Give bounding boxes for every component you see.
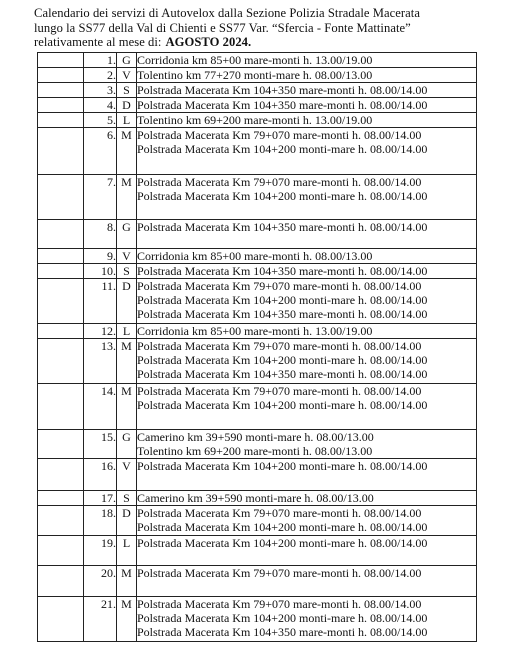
service-line: Polstrada Macerata Km 79+070 mare-monti h. 08.00/14.00 <box>137 279 422 293</box>
service-line: Polstrada Macerata Km 104+350 mare-monti h. 08.00/14.00 <box>137 98 428 112</box>
empty-cell <box>38 264 84 279</box>
empty-cell <box>38 113 84 128</box>
empty-cell <box>38 566 84 597</box>
weekday-letter: D <box>117 506 137 536</box>
weekday-letter: M <box>117 128 137 175</box>
service-line: Tolentino km 77+270 monti-mare h. 08.00/13.00 <box>137 68 373 82</box>
empty-cell <box>38 175 84 220</box>
service-line: Polstrada Macerata Km 104+200 monti-mare h. 08.00/14.00 <box>137 398 428 412</box>
service-cell <box>137 83 477 98</box>
day-number: 5. <box>84 113 117 128</box>
weekday-letter: G <box>117 53 137 68</box>
header-line-3 <box>34 35 504 50</box>
day-number: 2. <box>84 68 117 83</box>
service-cell <box>137 53 477 68</box>
day-number: 21. <box>84 597 117 642</box>
header-line-2: lungo la SS77 della Val di Chienti e SS77 Var. “Sfercia - Fonte Mattinate” <box>34 20 411 35</box>
empty-cell <box>38 68 84 83</box>
header-month-label: relativamente al mese di: <box>34 35 162 49</box>
empty-cell <box>38 279 84 324</box>
service-cell <box>137 128 477 175</box>
service-line: Camerino km 39+590 monti-mare h. 08.00/13.00 <box>137 430 374 444</box>
service-line: Camerino km 39+590 monti-mare h. 08.00/13.00 <box>137 491 374 505</box>
service-line: Corridonia km 85+00 mare-monti h. 13.00/19.00 <box>137 324 373 338</box>
day-number: 7. <box>84 175 117 220</box>
table-row <box>38 175 477 220</box>
empty-cell <box>38 98 84 113</box>
service-line: Polstrada Macerata Km 79+070 mare-monti h. 08.00/14.00 <box>137 128 422 142</box>
day-number: 20. <box>84 566 117 597</box>
table-row <box>38 98 477 113</box>
service-line: Polstrada Macerata Km 104+350 mare-monti h. 08.00/14.00 <box>137 307 428 321</box>
day-number: 4. <box>84 98 117 113</box>
day-number: 3. <box>84 83 117 98</box>
service-cell <box>137 339 477 384</box>
weekday-letter: S <box>117 83 137 98</box>
day-number: 12. <box>84 324 117 339</box>
service-line: Polstrada Macerata Km 79+070 mare-monti h. 08.00/14.00 <box>137 566 422 580</box>
service-line: Polstrada Macerata Km 104+200 monti-mare h. 08.00/14.00 <box>137 611 428 625</box>
service-line: Corridonia km 85+00 mare-monti h. 08.00/13.00 <box>137 249 373 263</box>
weekday-letter: M <box>117 597 137 642</box>
weekday-letter: V <box>117 68 137 83</box>
service-cell <box>137 597 477 642</box>
weekday-letter: D <box>117 279 137 324</box>
day-number: 10. <box>84 264 117 279</box>
service-cell <box>137 220 477 249</box>
service-line: Polstrada Macerata Km 79+070 mare-monti h. 08.00/14.00 <box>137 339 422 353</box>
service-cell <box>137 384 477 430</box>
calendar-table <box>37 52 477 642</box>
service-line: Polstrada Macerata Km 104+200 monti-mare h. 08.00/14.00 <box>137 459 428 473</box>
service-cell <box>137 566 477 597</box>
table-row <box>38 220 477 249</box>
day-number: 8. <box>84 220 117 249</box>
weekday-letter: M <box>117 339 137 384</box>
table-row <box>38 339 477 384</box>
day-number: 16. <box>84 459 117 491</box>
day-number: 18. <box>84 506 117 536</box>
empty-cell <box>38 249 84 264</box>
weekday-letter: G <box>117 220 137 249</box>
service-cell <box>137 249 477 264</box>
table-row <box>38 264 477 279</box>
empty-cell <box>38 506 84 536</box>
table-row <box>38 113 477 128</box>
weekday-letter: S <box>117 264 137 279</box>
table-row <box>38 459 477 491</box>
service-line: Polstrada Macerata Km 79+070 mare-monti h. 08.00/14.00 <box>137 597 422 611</box>
table-row <box>38 384 477 430</box>
empty-cell <box>38 128 84 175</box>
service-cell <box>137 113 477 128</box>
day-number: 1. <box>84 53 117 68</box>
service-cell <box>137 324 477 339</box>
empty-cell <box>38 220 84 249</box>
weekday-letter: M <box>117 175 137 220</box>
table-row <box>38 597 477 642</box>
table-row <box>38 68 477 83</box>
service-line: Polstrada Macerata Km 79+070 mare-monti h. 08.00/14.00 <box>137 384 422 398</box>
weekday-letter: L <box>117 113 137 128</box>
table-row <box>38 128 477 175</box>
day-number: 17. <box>84 491 117 506</box>
day-number: 15. <box>84 430 117 459</box>
service-line: Polstrada Macerata Km 104+200 monti-mare h. 08.00/14.00 <box>137 353 428 367</box>
service-line: Polstrada Macerata Km 104+350 mare-monti h. 08.00/14.00 <box>137 83 428 97</box>
service-line: Polstrada Macerata Km 104+200 monti-mare h. 08.00/14.00 <box>137 189 428 203</box>
document-header <box>34 6 504 50</box>
service-line: Corridonia km 85+00 mare-monti h. 13.00/19.00 <box>137 53 373 67</box>
service-line: Polstrada Macerata Km 104+200 monti-mare h. 08.00/14.00 <box>137 142 428 156</box>
weekday-letter: L <box>117 324 137 339</box>
table-row <box>38 249 477 264</box>
service-cell <box>137 459 477 491</box>
header-line-1: Calendario dei servizi di Autovelox dalla Sezione Polizia Stradale Macerata <box>34 6 420 20</box>
empty-cell <box>38 430 84 459</box>
empty-cell <box>38 324 84 339</box>
day-number: 11. <box>84 279 117 324</box>
empty-cell <box>38 597 84 642</box>
service-line: Polstrada Macerata Km 79+070 mare-monti h. 08.00/14.00 <box>137 175 422 189</box>
service-cell <box>137 98 477 113</box>
service-line: Polstrada Macerata Km 104+350 mare-monti h. 08.00/14.00 <box>137 367 428 381</box>
table-row <box>38 53 477 68</box>
day-number: 13. <box>84 339 117 384</box>
table-row <box>38 430 477 459</box>
empty-cell <box>38 339 84 384</box>
weekday-letter: M <box>117 384 137 430</box>
weekday-letter: L <box>117 536 137 566</box>
service-cell <box>137 491 477 506</box>
empty-cell <box>38 536 84 566</box>
day-number: 9. <box>84 249 117 264</box>
empty-cell <box>38 53 84 68</box>
table-row <box>38 566 477 597</box>
table-row <box>38 506 477 536</box>
day-number: 14. <box>84 384 117 430</box>
table-row <box>38 536 477 566</box>
service-line: Tolentino km 69+200 mare-monti h. 13.00/19.00 <box>137 113 373 127</box>
service-line: Polstrada Macerata Km 79+070 mare-monti h. 08.00/14.00 <box>137 506 422 520</box>
weekday-letter: G <box>117 430 137 459</box>
service-line: Polstrada Macerata Km 104+200 monti-mare h. 08.00/14.00 <box>137 520 428 534</box>
service-line: Polstrada Macerata Km 104+350 mare-monti h. 08.00/14.00 <box>137 220 428 234</box>
empty-cell <box>38 384 84 430</box>
weekday-letter: V <box>117 459 137 491</box>
service-cell <box>137 264 477 279</box>
table-row <box>38 491 477 506</box>
service-line: Polstrada Macerata Km 104+350 mare-monti h. 08.00/14.00 <box>137 264 428 278</box>
service-line: Polstrada Macerata Km 104+200 monti-mare h. 08.00/14.00 <box>137 536 428 550</box>
service-cell <box>137 68 477 83</box>
service-line: Polstrada Macerata Km 104+350 mare-monti h. 08.00/14.00 <box>137 625 428 639</box>
calendar-body <box>38 53 477 642</box>
table-row <box>38 324 477 339</box>
service-cell <box>137 279 477 324</box>
empty-cell <box>38 83 84 98</box>
day-number: 6. <box>84 128 117 175</box>
empty-cell <box>38 459 84 491</box>
service-line: Polstrada Macerata Km 104+200 monti-mare h. 08.00/14.00 <box>137 293 428 307</box>
table-row <box>38 279 477 324</box>
weekday-letter: D <box>117 98 137 113</box>
weekday-letter: S <box>117 491 137 506</box>
service-cell <box>137 536 477 566</box>
weekday-letter: M <box>117 566 137 597</box>
service-cell <box>137 430 477 459</box>
table-row <box>38 83 477 98</box>
service-cell <box>137 175 477 220</box>
service-line: Tolentino km 69+200 mare-monti h. 08.00/13.00 <box>137 444 373 458</box>
empty-cell <box>38 491 84 506</box>
service-cell <box>137 506 477 536</box>
header-month: AGOSTO 2024. <box>165 35 252 49</box>
weekday-letter: V <box>117 249 137 264</box>
day-number: 19. <box>84 536 117 566</box>
